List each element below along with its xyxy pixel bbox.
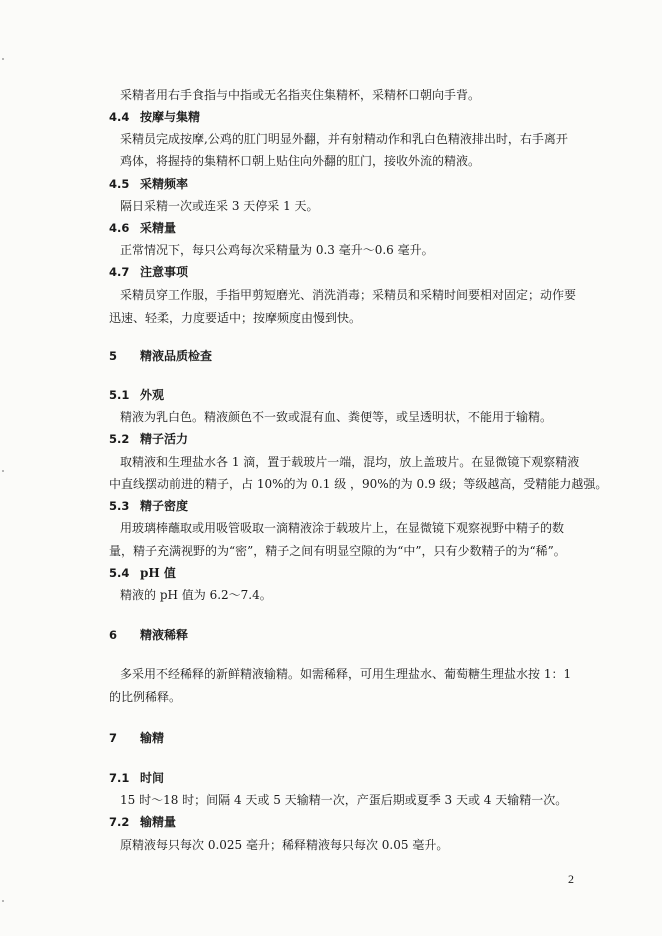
section-number: 7.1 xyxy=(109,771,130,785)
section-heading-5-3 xyxy=(109,498,188,514)
body-text: 15 时～18 时；间隔 4 天或 5 天输精一次，产蛋后期或夏季 3 天或 4 天输精一次。 xyxy=(120,793,568,807)
section-title: 精液稀释 xyxy=(140,628,189,642)
section-heading-7-2 xyxy=(109,814,176,830)
section-heading-5-4 xyxy=(109,565,176,581)
section-title: 精子密度 xyxy=(140,499,189,513)
section-number: 4.4 xyxy=(109,110,130,124)
body-text: 精液为乳白色。精液颜色不一致或混有血、粪便等，或呈透明状，不能用于输精。 xyxy=(120,410,553,424)
body-text: 采精员完成按摩,公鸡的肛门明显外翻，并有射精动作和乳白色精液排出时，右手离开 xyxy=(120,132,568,146)
body-text: 正常情况下，每只公鸡每次采精量为 0.3 毫升～0.6 毫升。 xyxy=(120,243,434,257)
body-text: 量，精子充满视野的为“密”，精子之间有明显空隙的为“中”，只有少数精子的为“稀”。 xyxy=(109,544,566,558)
body-text: 精液的 pH 值为 6.2～7.4。 xyxy=(120,588,272,602)
page-number: 2 xyxy=(568,872,574,886)
section-title: 采精频率 xyxy=(140,177,189,191)
scan-margin-mark xyxy=(2,470,4,472)
section-heading-4-7 xyxy=(109,264,188,280)
section-title: 注意事项 xyxy=(140,265,189,279)
body-text: 的比例稀释。 xyxy=(109,690,182,704)
section-heading-7 xyxy=(109,730,164,746)
section-heading-4-5 xyxy=(109,176,188,192)
body-text: 隔日采精一次或连采 3 天停采 1 天。 xyxy=(120,199,319,213)
body-text: 中直线摆动前进的精子，占 10%的为 0.1 级 ，90%的为 0.9 级；等级越高，受精能力越强。 xyxy=(109,477,608,491)
section-heading-6 xyxy=(109,627,188,643)
body-text: 取精液和生理盐水各 1 滴，置于载玻片一端，混均，放上盖玻片。在显微镜下观察精液 xyxy=(120,455,580,469)
section-number: 4.7 xyxy=(109,265,130,279)
section-title: pH 值 xyxy=(140,566,176,580)
section-number: 5 xyxy=(109,349,118,363)
section-heading-4-6 xyxy=(109,220,176,236)
section-heading-5-1 xyxy=(109,387,164,403)
section-title: 时间 xyxy=(140,771,165,785)
section-number: 5.2 xyxy=(109,432,130,446)
body-text: 采精员穿工作服，手指甲剪短磨光、消洗消毒；采精员和采精时间要相对固定；动作要 xyxy=(120,288,577,302)
scan-margin-mark xyxy=(2,58,4,60)
section-heading-4-4 xyxy=(109,109,200,125)
section-title: 采精量 xyxy=(140,221,177,235)
section-number: 7.2 xyxy=(109,815,130,829)
section-number: 5.4 xyxy=(109,566,130,580)
body-text: 原精液每只每次 0.025 毫升；稀释精液每只每次 0.05 毫升。 xyxy=(120,838,449,852)
section-title: 精子活力 xyxy=(140,432,189,446)
section-title: 精液品质检查 xyxy=(140,349,213,363)
section-number: 4.5 xyxy=(109,177,130,191)
section-number: 5.1 xyxy=(109,388,130,402)
section-number: 7 xyxy=(109,731,118,745)
body-text: 多采用不经稀释的新鲜精液输精。如需稀释，可用生理盐水、葡萄糖生理盐水按 1：1 xyxy=(120,667,572,681)
section-number: 4.6 xyxy=(109,221,130,235)
section-number: 6 xyxy=(109,628,118,642)
section-title: 外观 xyxy=(140,388,165,402)
section-heading-5-2 xyxy=(109,431,188,447)
section-number: 5.3 xyxy=(109,499,130,513)
section-heading-5 xyxy=(109,348,212,364)
section-title: 输精 xyxy=(140,731,165,745)
scan-margin-mark xyxy=(2,900,4,902)
body-text: 用玻璃棒蘸取或用吸管吸取一滴精液涂于载玻片上，在显微镜下观察视野中精子的数 xyxy=(120,521,565,535)
body-text: 迅速、轻柔，力度要适中；按摩频度由慢到快。 xyxy=(109,311,362,325)
section-heading-7-1 xyxy=(109,770,164,786)
section-title: 输精量 xyxy=(140,815,177,829)
section-title: 按摩与集精 xyxy=(140,110,201,124)
body-text: 鸡体，将握持的集精杯口朝上贴住向外翻的肛门，接收外流的精液。 xyxy=(120,154,481,168)
body-text: 采精者用右手食指与中指或无名指夹住集精杯，采精杯口朝向手背。 xyxy=(120,88,481,102)
